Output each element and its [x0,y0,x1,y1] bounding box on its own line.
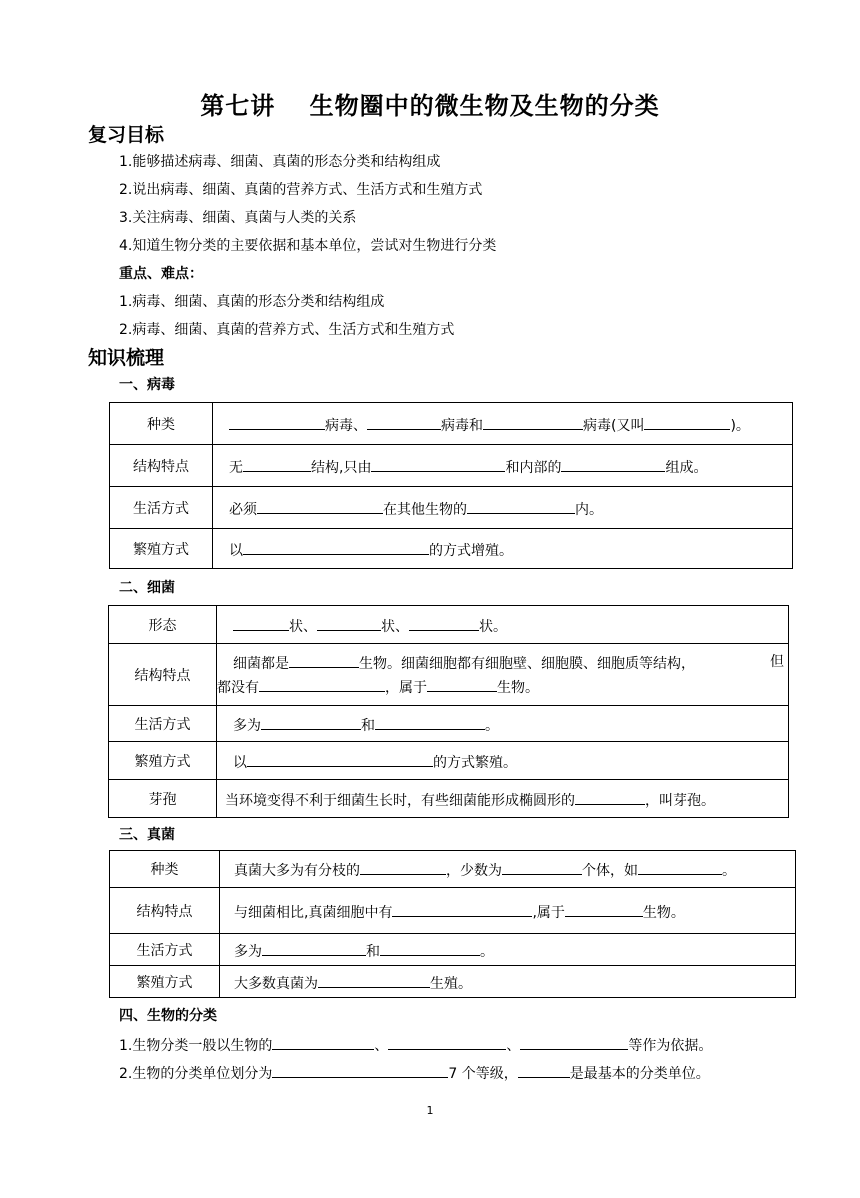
text-segment: 多为 [234,943,262,960]
virus-table [109,402,793,569]
text-segment: 以 [229,542,243,559]
answer-blank[interactable] [518,1061,570,1078]
answer-blank[interactable] [257,497,383,514]
table-row [109,742,789,780]
row-label: 生活方式 [110,934,220,966]
classification-line-1 [119,1033,712,1055]
row-content [217,606,789,644]
table-row [109,606,789,644]
classification-line-2 [119,1061,710,1083]
answer-blank[interactable] [644,413,730,430]
answer-blank[interactable] [565,900,643,917]
answer-blank[interactable] [233,614,289,631]
text-segment: ，叫芽孢。 [645,792,715,809]
text-segment: 细菌都是 [233,655,289,672]
review-heading: 复习目标 [88,124,165,146]
row-label: 形态 [109,606,217,644]
answer-blank[interactable] [247,750,433,767]
text-segment: 状、 [381,618,409,635]
answer-blank[interactable] [388,1033,506,1050]
answer-blank[interactable] [375,713,485,730]
answer-blank[interactable] [380,939,480,956]
table-row [110,487,793,529]
text-segment: 。 [485,717,499,734]
table-row [110,888,796,934]
text-segment: 是最基本的分类单位。 [569,1066,710,1082]
text-segment: 的方式增殖。 [429,542,513,559]
answer-blank[interactable] [262,939,366,956]
row-content [217,644,789,706]
text-segment: 生物。 [497,679,539,696]
text-segment: 的方式繁殖。 [433,754,517,771]
row-content [217,742,789,780]
bacteria-heading: 二、细菌 [119,580,175,596]
key-point: 1.病毒、细菌、真菌的形态分类和结构组成 [119,294,385,310]
text-segment: 组成。 [665,459,708,476]
table-row [110,966,796,998]
text-group [233,651,695,675]
bacteria-table [108,605,789,818]
text-segment: ，属于 [385,679,427,696]
page-title: 第七讲 生物圈中的微生物及生物的分类 [200,92,660,120]
text-segment: 多为 [233,717,261,734]
row-label: 生活方式 [109,706,217,742]
row-content [213,487,793,529]
text-segment: 和 [366,943,380,960]
text-segment: 病毒(又叫 [583,417,645,434]
row-label: 种类 [110,403,213,445]
text-segment: 2.生物的分类单位划分为 [119,1066,273,1082]
answer-blank[interactable] [318,971,430,988]
text-segment: )。 [730,417,750,434]
text-segment: 在其他生物的 [383,501,467,518]
row-label: 生活方式 [110,487,213,529]
answer-blank[interactable] [467,497,575,514]
row-content [220,851,796,888]
text-segment: 必须 [229,501,257,518]
row-label: 结构特点 [109,644,217,706]
answer-blank[interactable] [427,675,497,692]
knowledge-heading: 知识梳理 [88,347,165,369]
row-label: 繁殖方式 [109,742,217,780]
text-segment: 7 个等级， [448,1066,518,1082]
answer-blank[interactable] [272,1061,448,1078]
row-label: 种类 [110,851,220,888]
answer-blank[interactable] [229,413,325,430]
text-segment: 无 [229,459,243,476]
answer-blank[interactable] [272,1033,374,1050]
text-segment: 、 [374,1038,389,1054]
row-content [217,706,789,742]
text-segment: 大多数真菌为 [234,975,318,992]
text-segment: 都没有 [217,679,259,696]
answer-blank[interactable] [638,858,722,875]
text-segment: ，少数为 [446,863,502,879]
row-content [220,966,796,998]
fungi-table [109,850,796,998]
review-goal: 2.说出病毒、细菌、真菌的营养方式、生活方式和生殖方式 [119,182,483,198]
row-content [220,888,796,934]
text-segment: 生物。细菌细胞都有细胞壁、细胞膜、细胞质等结构， [359,655,695,672]
text-segment: 与细菌相比,真菌细胞中有 [234,904,393,921]
virus-heading: 一、病毒 [119,377,175,393]
text-segment: 等作为依据。 [628,1038,713,1054]
answer-blank[interactable] [371,455,505,472]
row-label: 繁殖方式 [110,966,220,998]
text-segment: 和 [361,717,375,734]
text-segment: 真菌大多为有分枝的 [234,863,360,879]
answer-blank[interactable] [259,675,385,692]
row-label: 芽孢 [109,780,217,818]
text-segment: 和内部的 [505,459,562,476]
table-row [110,403,793,445]
answer-blank[interactable] [261,713,361,730]
text-segment: 状、 [289,618,317,635]
text-segment: 、 [506,1038,521,1054]
text-segment: 病毒和 [441,417,483,434]
answer-blank[interactable] [575,788,645,805]
text-segment: 结构,只由 [311,459,372,476]
answer-blank[interactable] [367,413,441,430]
row-content [217,780,789,818]
key-point: 2.病毒、细菌、真菌的营养方式、生活方式和生殖方式 [119,322,455,338]
text-segment: 以 [233,754,247,771]
row-label: 结构特点 [110,888,220,934]
text-segment: 当环境变得不利于细菌生长时，有些细菌能形成椭圆形的 [225,792,575,809]
text-segment: ,属于 [532,904,565,921]
review-goal: 3.关注病毒、细菌、真菌与人类的关系 [119,210,357,226]
key-points-heading: 重点、难点： [119,266,203,282]
table-row [110,851,796,888]
text-segment: 个体，如 [582,863,638,879]
answer-blank[interactable] [392,900,532,917]
answer-blank[interactable] [243,538,429,555]
table-row [110,529,793,569]
classification-heading: 四、生物的分类 [119,1008,217,1024]
text-segment: 。 [722,863,736,879]
page-number: 1 [426,1104,434,1117]
text-segment: 。 [480,943,494,960]
answer-blank[interactable] [409,614,479,631]
answer-blank[interactable] [317,614,381,631]
fungi-heading: 三、真菌 [119,827,175,843]
review-goal: 4.知道生物分类的主要依据和基本单位，尝试对生物进行分类 [119,238,497,254]
text-segment: 1.生物分类一般以生物的 [119,1038,273,1054]
table-row [110,934,796,966]
row-label: 结构特点 [110,445,213,487]
content-line [217,675,788,699]
row-content [213,445,793,487]
text-segment: 状。 [479,618,507,635]
answer-blank[interactable] [289,651,359,668]
text-segment: 病毒、 [325,417,367,434]
text-segment: 生殖。 [430,975,472,992]
answer-blank[interactable] [360,858,446,875]
answer-blank[interactable] [243,455,311,472]
answer-blank[interactable] [520,1033,628,1050]
table-row [109,644,789,706]
answer-blank[interactable] [483,413,583,430]
table-row [109,780,789,818]
review-goal: 1.能够描述病毒、细菌、真菌的形态分类和结构组成 [119,154,441,170]
answer-blank[interactable] [502,858,582,875]
row-content [213,529,793,569]
content-line [217,651,788,675]
row-label: 繁殖方式 [110,529,213,569]
text-segment: 生物。 [642,904,685,921]
table-row [109,706,789,742]
text-segment: 内。 [575,501,603,518]
answer-blank[interactable] [561,455,665,472]
row-content [220,934,796,966]
table-row [110,445,793,487]
text-segment: 但 [770,653,784,670]
row-content [213,403,793,445]
